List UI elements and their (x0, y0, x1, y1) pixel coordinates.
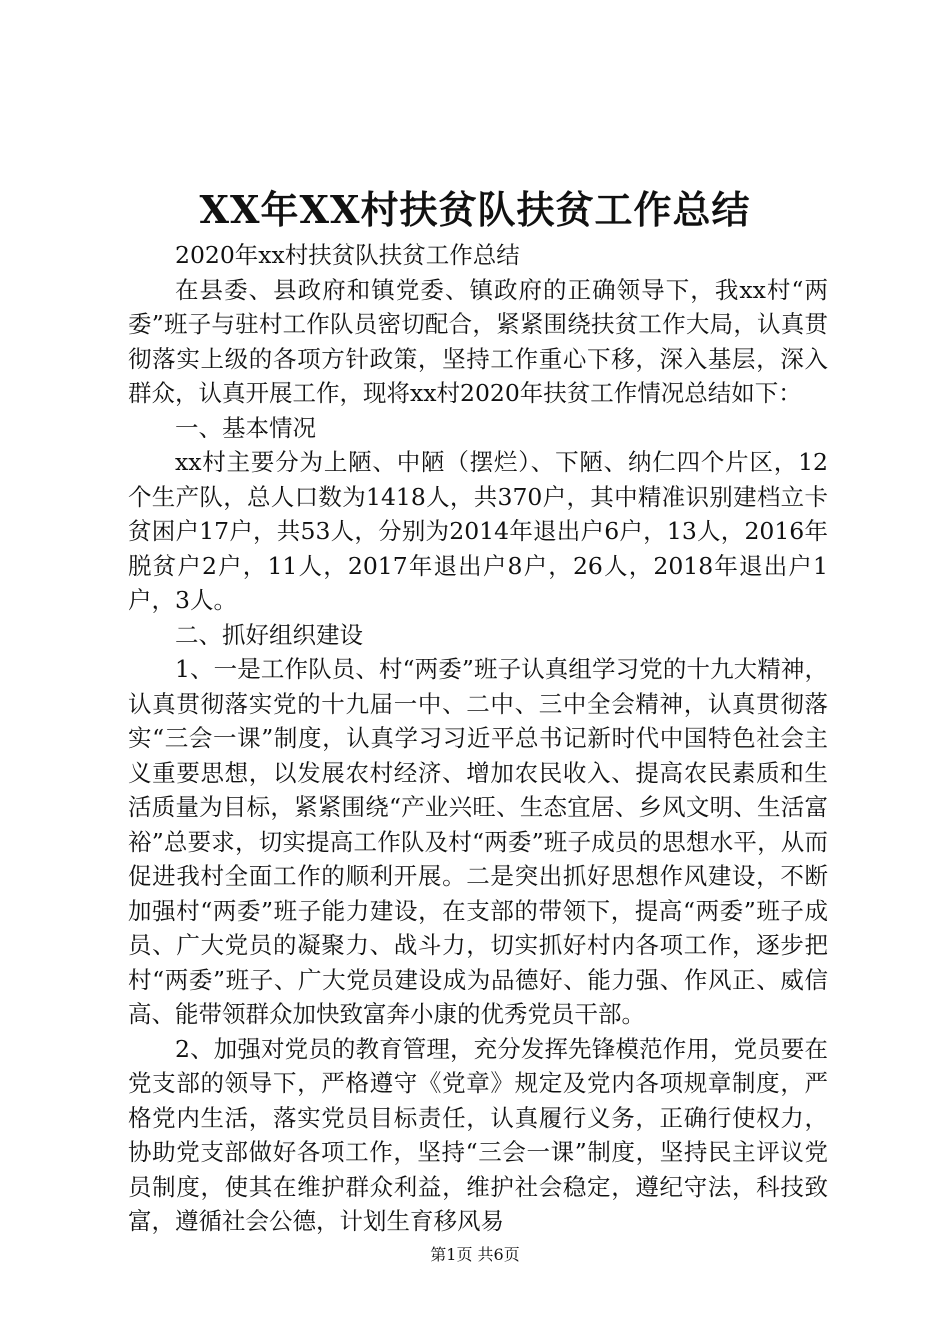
intro-paragraph: 在县委、县政府和镇党委、镇政府的正确领导下，我xx村“两委”班子与驻村工作队员密切配合，紧紧围绕扶贫工作大局，认真贯彻落实上级的各项方针政策，坚持工作重心下移，深入基层，深入群众，认真开展工作，现将xx村2020年扶贫工作情况总结如下： (128, 275, 828, 407)
page-footer: 第1页 共6页 (430, 1245, 520, 1264)
organization-paragraph-1: 1、一是工作队员、村“两委”班子认真组学习党的十九大精神，认真贯彻落实党的十九届一中、二中、三中全会精神，认真贯彻落实“三会一课”制度，认真学习习近平总书记新时代中国特色社会主义重要思想，以发展农村经济、增加农民收入、提高农民素质和生活质量为目标，紧紧围绕“产业兴旺、生态宜居、乡风文明、生活富裕”总要求，切实提高工作队及村“两委”班子成员的思想水平，从而促进我村全面工作的顺利开展。二是突出抓好思想作风建设，不断加强村“两委”班子能力建设，在支部的带领下，提高“两委”班子成员、广大党员的凝聚力、战斗力，切实抓好村内各项工作，逐步把村“两委”班子、广大党员建设成为品德好、能力强、作风正、威信高、能带领群众加快致富奔小康的优秀党员干部。 (128, 655, 828, 1028)
basic-situation-paragraph: xx村主要分为上陋、中陋（摆烂）、下陋、纳仁四个片区，12个生产队，总人口数为1418人，共370户，其中精准识别建档立卡贫困户17户，共53人，分别为2014年退出户6户，13人，2016年脱贫户2户，11人，2017年退出户8户，26人，2018年退出户1户，3人。 (128, 448, 828, 614)
section-heading-organization: 二、抓好组织建设 (175, 620, 363, 649)
document-body (128, 238, 828, 1239)
document-title: XX年XX村扶贫队扶贫工作总结 (199, 187, 751, 232)
section-heading-basic-situation: 一、基本情况 (175, 413, 316, 442)
subtitle-paragraph: 2020年xx村扶贫队扶贫工作总结 (175, 241, 520, 269)
organization-paragraph-2: 2、加强对党员的教育管理，充分发挥先锋模范作用，党员要在党支部的领导下，严格遵守《党章》规定及党内各项规章制度，严格党内生活，落实党员目标责任，认真履行义务，正确行使权力，协助党支部做好各项工作，坚持“三会一课”制度，坚持民主评议党员制度，使其在维护群众利益，维护社会稳定，遵纪守法，科技致富，遵循社会公德，计划生育移风易 (128, 1034, 828, 1235)
